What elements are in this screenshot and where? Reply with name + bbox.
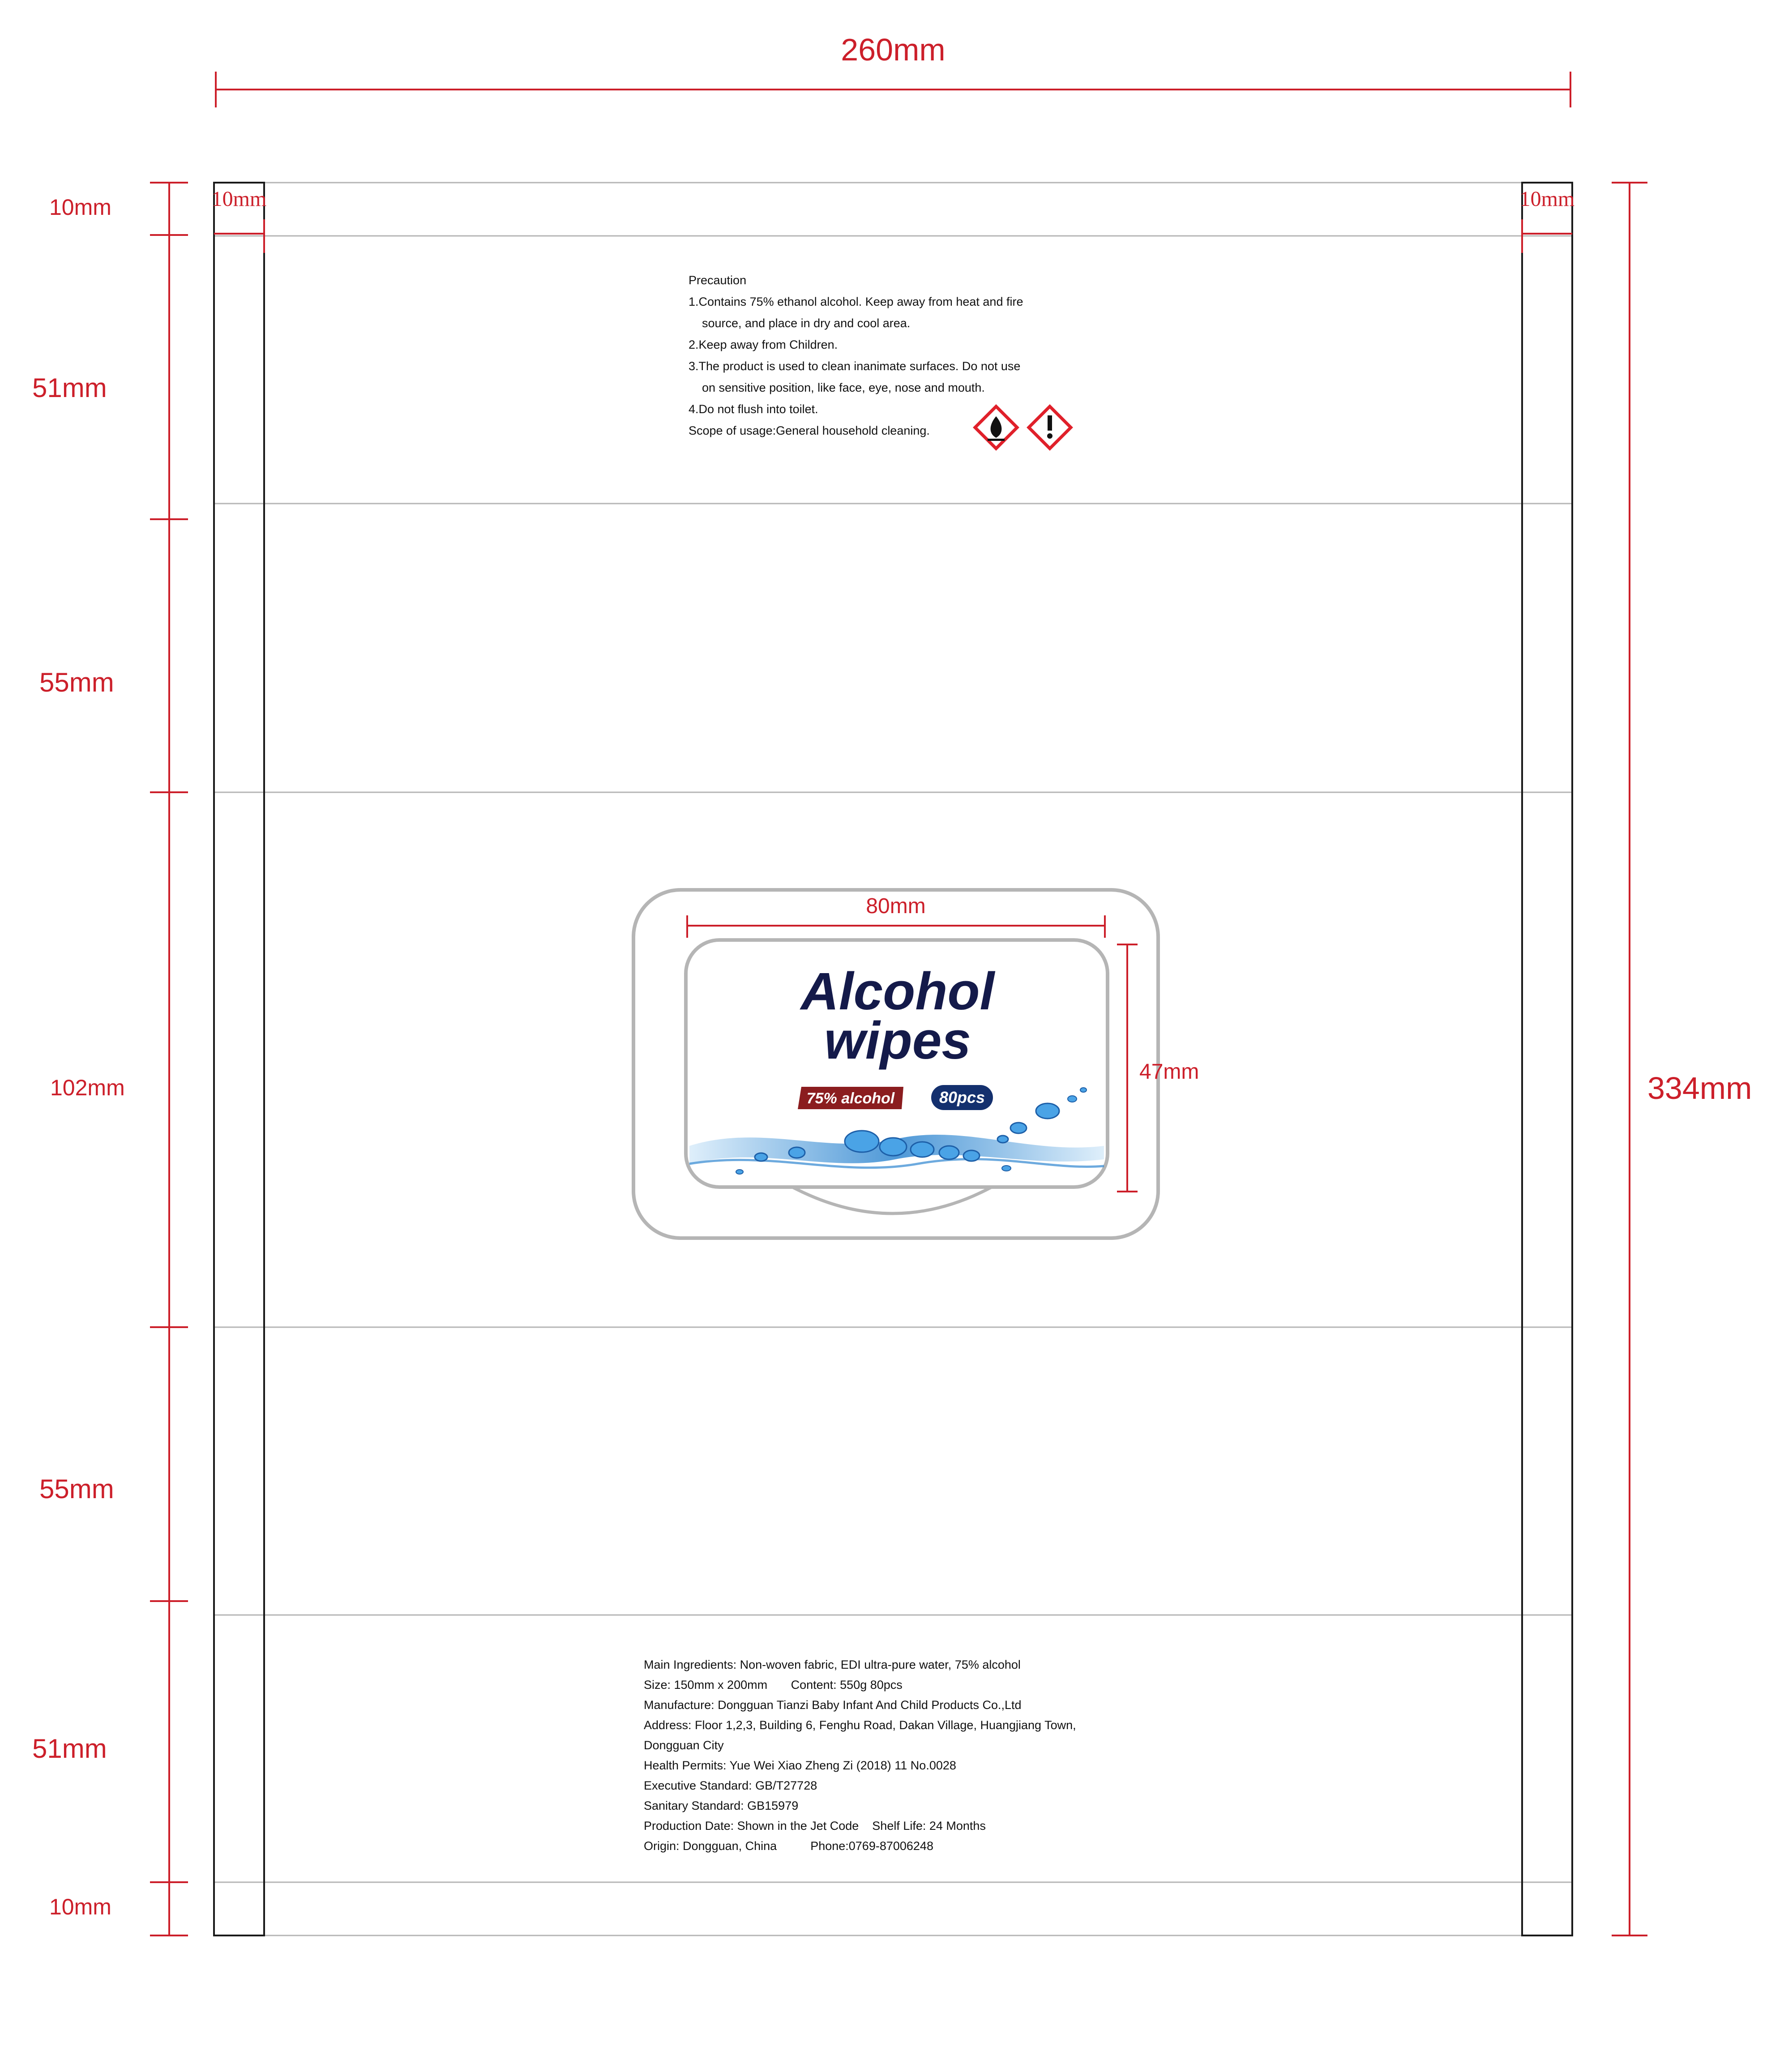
product-info-block [644, 1658, 1076, 1853]
right-seal-label: 10mm [1519, 187, 1575, 211]
alcohol-badge-text: 75% alcohol [806, 1090, 895, 1107]
info-line: Main Ingredients: Non-woven fabric, EDI ultra-pure water, 75% alcohol [644, 1658, 1021, 1671]
band-bottom-seal-label: 10mm [49, 1894, 111, 1919]
band-center-label: 102mm [50, 1075, 125, 1100]
precaution-block [689, 273, 1071, 449]
precaution-line: 1.Contains 75% ethanol alcohol. Keep away from heat and fire [689, 295, 1023, 308]
label-height-dimension: 47mm [1139, 1060, 1199, 1084]
lid-area [633, 890, 1199, 1238]
lid-pull-tab [792, 1187, 992, 1213]
side-seal-dimensions [212, 187, 1575, 253]
band-dimension-chain [32, 183, 188, 1935]
band-upper-blank-label: 55mm [39, 667, 114, 697]
alcohol-badge [798, 1087, 903, 1109]
right-seal-strip [1522, 183, 1572, 1935]
band-info-label: 51mm [32, 1734, 107, 1764]
info-line: Sanitary Standard: GB15979 [644, 1799, 799, 1812]
info-line: Health Permits: Yue Wei Xiao Zheng Zi (2018) 11 No.0028 [644, 1759, 956, 1772]
width-label: 260mm [841, 32, 945, 67]
label-width-dimension: 80mm [866, 894, 926, 918]
count-badge [931, 1085, 993, 1110]
precaution-line: 4.Do not flush into toilet. [689, 402, 818, 416]
band-lower-blank-label: 55mm [39, 1474, 114, 1504]
info-line: Manufacture: Dongguan Tianzi Baby Infant And Child Products Co.,Ltd [644, 1698, 1022, 1712]
flammable-icon [975, 406, 1017, 449]
precaution-line: 3.The product is used to clean inanimate surfaces. Do not use [689, 359, 1021, 373]
info-line: Origin: Dongguan, China Phone:0769-87006248 [644, 1839, 933, 1853]
precaution-line: 2.Keep away from Children. [689, 338, 838, 351]
count-badge-text: 80pcs [939, 1088, 985, 1106]
width-dimension [216, 32, 1570, 107]
precaution-line: Scope of usage:General household cleaning. [689, 424, 930, 437]
band-top-seal-label: 10mm [49, 195, 111, 220]
left-seal-strip [214, 183, 264, 1935]
precaution-line: on sensitive position, like face, eye, nose and mouth. [702, 381, 985, 394]
info-line: Executive Standard: GB/T27728 [644, 1779, 817, 1792]
height-label: 334mm [1647, 1071, 1752, 1106]
precaution-title: Precaution [689, 273, 747, 287]
info-line: Address: Floor 1,2,3, Building 6, Fenghu Road, Dakan Village, Huangjiang Town, [644, 1718, 1076, 1732]
height-dimension [1612, 183, 1752, 1935]
info-line: Production Date: Shown in the Jet Code Shelf Life: 24 Months [644, 1819, 986, 1833]
precaution-line: source, and place in dry and cool area. [702, 316, 911, 330]
label-title-line1: Alcohol [800, 962, 995, 1021]
band-precaution-label: 51mm [32, 373, 107, 403]
info-line: Size: 150mm x 200mm Content: 550g 80pcs [644, 1678, 903, 1692]
exclamation-warning-icon [1029, 406, 1071, 449]
left-seal-label: 10mm [211, 187, 267, 211]
label-title-line2: wipes [824, 1011, 971, 1070]
info-line: Dongguan City [644, 1739, 724, 1752]
